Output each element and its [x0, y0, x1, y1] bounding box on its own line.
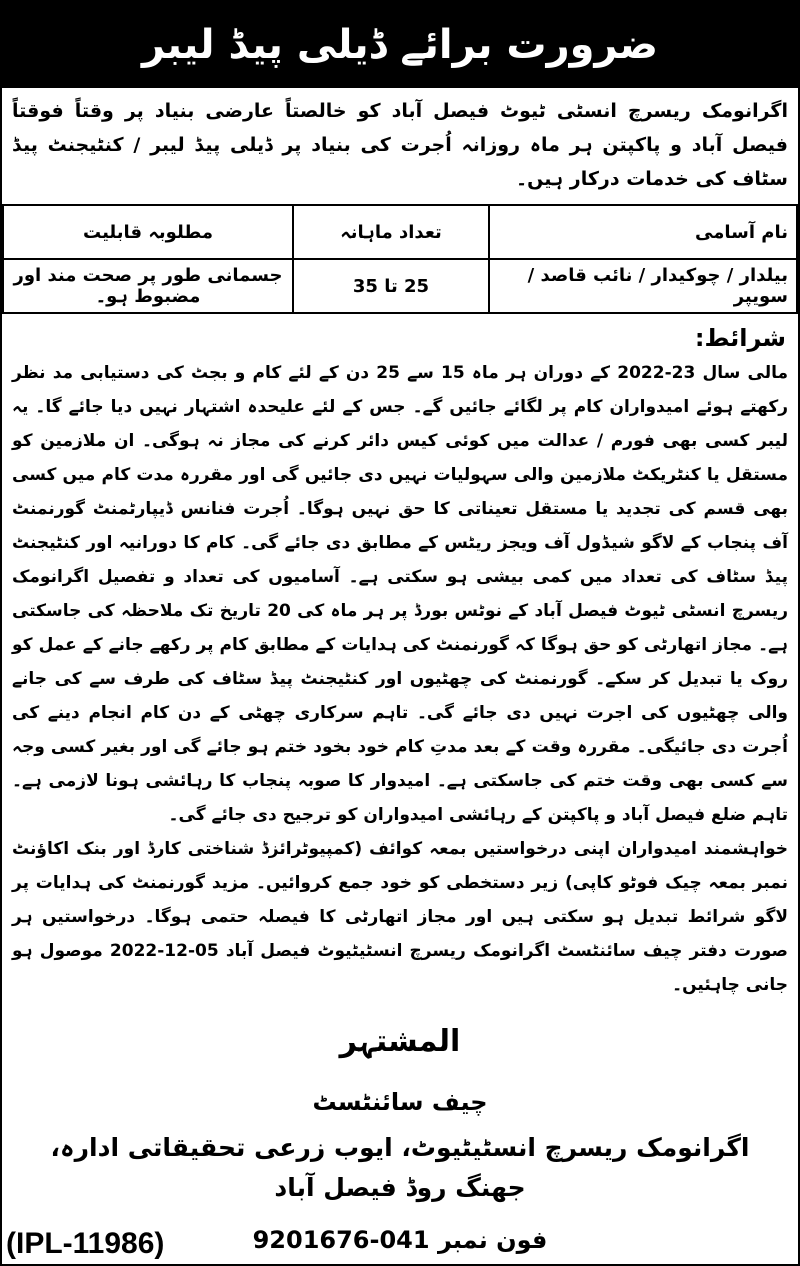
conditions-body: [12, 356, 788, 1002]
cell-monthly-count: 25 تا 35: [293, 259, 489, 313]
footer-row: [2, 1212, 798, 1264]
header-post-name: نام آسامی: [489, 205, 797, 259]
header-qualification: مطلوبہ قابلیت: [3, 205, 293, 259]
advertiser-label: المشتہر: [339, 1024, 461, 1059]
vacancy-table: [2, 204, 798, 314]
table-row: [3, 259, 797, 313]
phone-number: فون نمبر 041-9201676: [252, 1226, 548, 1254]
cell-qualification: جسمانی طور پر صحت مند اور مضبوط ہو۔: [3, 259, 293, 313]
table-header-row: [3, 205, 797, 259]
application-paragraph: خواہشمند امیدواران اپنی درخواستیں بمعہ کوائف (کمپیوٹرائزڈ شناختی کارڈ اور بنک اکاؤنٹ نمبر بمعہ چیک فوٹو کاپی) زیر دستخطی کو خود جمع کروائیں۔ مزید گورنمنٹ کی ہدایات پر لاگو شرائط تبدیل ہو سکتی ہیں اور مجاز اتھارٹی کا فیصلہ حتمی ہوگا۔ درخواستیں ہر صورت دفتر چیف سائنٹسٹ اگرانومک ریسرچ انسٹیٹیوٹ فیصل آباد 05-12-2022 موصول ہو جانی چاہئیں۔: [12, 839, 788, 995]
address: اگرانومک ریسرچ انسٹیٹیوٹ، ایوب زرعی تحقیقاتی ادارہ، جھنگ روڈ فیصل آباد: [50, 1133, 750, 1202]
header-monthly-count: تعداد ماہانہ: [293, 205, 489, 259]
designation: چیف سائنٹسٹ: [312, 1088, 488, 1116]
intro-text: اگرانومک ریسرچ انسٹی ٹیوٹ فیصل آباد کو خالصتاً عارضی بنیاد پر وقتاً فوقتاً فیصل آباد و پاکپتن ہر ماہ روزانہ اُجرت کی بنیاد پر ڈیلی پیڈ لیبر / کنٹیجنٹ پیڈ سٹاف کی خدمات درکار ہیں۔: [12, 100, 788, 190]
conditions-paragraph: مالی سال 23-2022 کے دوران ہر ماہ 15 سے 25 دن کے لئے کام و بجٹ کی دستیابی مد نظر رکھتے ہوئے امیدواران کام پر لگائے جائیں گے۔ جس کے لئے علیحدہ اشتہار نہیں دیا جائے گا۔ یہ لیبر کسی بھی فورم / عدالت میں کوئی کیس دائر کرنے کی مجاز نہ ہوگی۔ ان ملازمین کو مستقل یا کنٹریکٹ ملازمین والی سہولیات نہیں دی جائیں گی اور مقررہ مدت کام میں کسی بھی قسم کی تجدید یا مستقل تعیناتی کا حق نہیں ہوگا۔ اُجرت فنانس ڈیپارٹمنٹ گورنمنٹ آف پنجاب کے لاگو شیڈول آف ویجز ریٹس کے مطابق دی جائے گی۔ کام کا دورانیہ اور کنٹیجنٹ پیڈ سٹاف کی تعداد میں کمی بیشی ہو سکتی ہے۔ آسامیوں کی تعداد و تفصیل اگرانومک ریسرچ انسٹی ٹیوٹ فیصل آباد کے نوٹس بورڈ پر ہر ماہ کی 20 تاریخ تک ملاحظہ کی جاسکتی ہے۔ مجاز اتھارٹی کو حق ہوگا کہ گورنمنٹ کی ہدایات کے مطابق کام پر رکھے جانے کے عمل کو روک یا تبدیل کر سکے۔ گورنمنٹ کی چھٹیوں اور کنٹیجنٹ پیڈ سٹاف کی طرف سے کی جانے والی چھٹیوں کی اجرت نہیں دی جائے گی۔ تاہم سرکاری چھٹی کے دن کام انجام دینے کی اُجرت دی جائیگی۔ مقررہ وقت کے بعد مدتِ کام خود بخود ختم ہو جائے گی اور بغیر کسی وجہ سے کسی بھی وقت ختم کی جاسکتی ہے۔ امیدوار کا صوبہ پنجاب کا رہائشی ہونا لازمی ہے۔ تاہم ضلع فیصل آباد و پاکپتن کے رہائشی امیدواران کو ترجیح دی جائے گی۔: [12, 363, 789, 825]
conditions-heading: شرائط:: [694, 324, 786, 352]
cell-post-name: بیلدار / چوکیدار / نائب قاصد / سویپر: [489, 259, 797, 313]
ad-code: (IPL-11986): [6, 1227, 165, 1260]
ad-title: ضرورت برائے ڈیلی پیڈ لیبر: [2, 2, 798, 88]
